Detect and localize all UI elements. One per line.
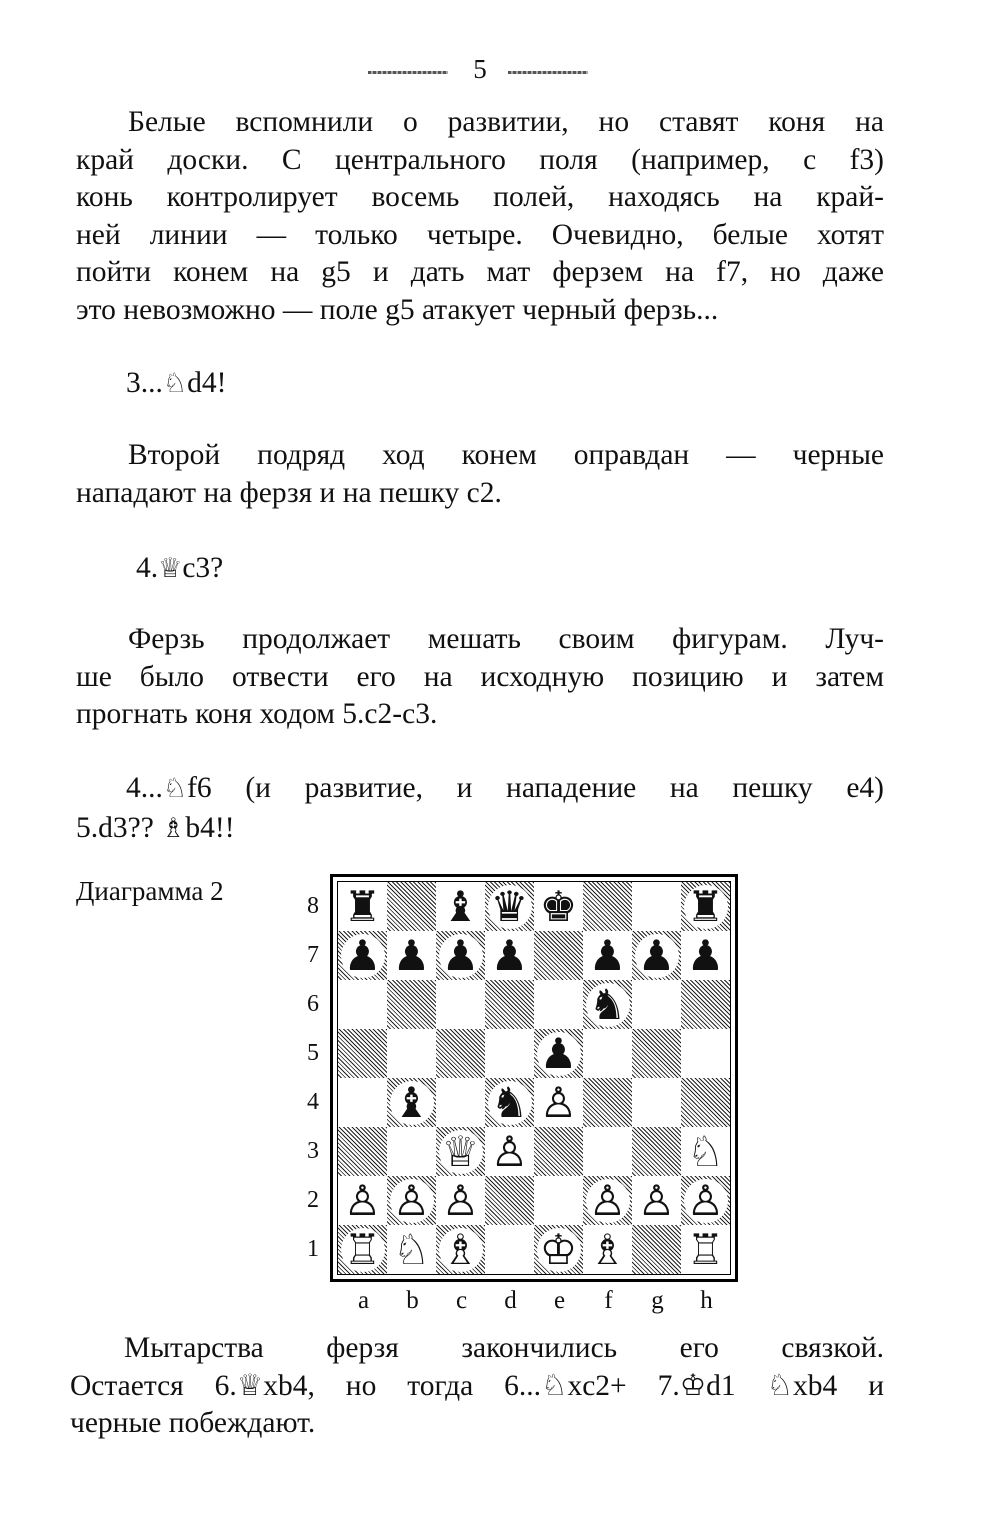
board-square-h4	[681, 1078, 730, 1127]
black-pawn-icon: ♟	[436, 931, 485, 980]
queen-icon: ♕	[158, 553, 183, 584]
white-queen-icon: ♕	[436, 1127, 485, 1176]
board-square-a5	[338, 1029, 387, 1078]
black-queen-icon: ♛	[485, 882, 534, 931]
board-square-a4	[338, 1078, 387, 1127]
board-square-g1	[632, 1225, 681, 1274]
black-knight-icon: ♞	[583, 980, 632, 1029]
board-square-e7	[534, 931, 583, 980]
board-square-e2	[534, 1176, 583, 1225]
file-label: c	[455, 1287, 468, 1314]
board-square-b5	[387, 1029, 436, 1078]
board-square-f8	[583, 882, 632, 931]
text-line: Ферзь продолжает мешать своим фигурам. Луч-	[128, 623, 884, 655]
board-square-g8	[632, 882, 681, 931]
move-square: d4!	[187, 367, 227, 399]
white-pawn-icon: ♙	[485, 1127, 534, 1176]
header-rule-left	[368, 71, 448, 74]
black-pawn-icon: ♟	[632, 931, 681, 980]
board-square-c5	[436, 1029, 485, 1078]
paragraph-3	[76, 621, 884, 734]
white-bishop-icon: ♗	[436, 1225, 485, 1274]
rank-label: 7	[307, 942, 319, 968]
board-square-e6	[534, 980, 583, 1029]
board-square-f4	[583, 1078, 632, 1127]
board-square-d5	[485, 1029, 534, 1078]
rank-label: 5	[307, 1040, 319, 1066]
black-pawn-icon: ♟	[681, 931, 730, 980]
file-label: g	[651, 1287, 664, 1314]
rank-label: 8	[307, 893, 319, 919]
white-pawn-icon: ♙	[387, 1176, 436, 1225]
black-bishop-icon: ♝	[387, 1078, 436, 1127]
black-knight-icon: ♞	[485, 1078, 534, 1127]
text-line: Белые вспомнили о развитии, но ставят коня на	[128, 106, 884, 138]
text-line: ней линии — только четыре. Очевидно, белые хотят	[76, 218, 884, 251]
white-pawn-icon: ♙	[338, 1176, 387, 1225]
white-knight-icon: ♘	[681, 1127, 730, 1176]
board-square-e3	[534, 1127, 583, 1176]
chess-board	[337, 881, 731, 1275]
white-pawn-icon: ♙	[583, 1176, 632, 1225]
white-pawn-icon: ♙	[632, 1176, 681, 1225]
board-square-c6	[436, 980, 485, 1029]
text-line: край доски. С центрального поля (например, с f3)	[76, 143, 884, 176]
file-label: d	[504, 1287, 517, 1314]
board-square-d2	[485, 1176, 534, 1225]
board-square-h5	[681, 1029, 730, 1078]
white-pawn-icon: ♙	[534, 1078, 583, 1127]
text-line: Мытарства ферзя закончились его связкой.	[124, 1332, 884, 1364]
board-square-d6	[485, 980, 534, 1029]
white-rook-icon: ♖	[681, 1225, 730, 1274]
move-line-3a	[126, 770, 884, 807]
board-square-b8	[387, 882, 436, 931]
black-pawn-icon: ♟	[338, 931, 387, 980]
black-pawn-icon: ♟	[534, 1029, 583, 1078]
board-square-g4	[632, 1078, 681, 1127]
white-knight-icon: ♘	[387, 1225, 436, 1274]
board-square-g3	[632, 1127, 681, 1176]
text-line: Остается 6.♕xb4, но тогда 6...♘xc2+ 7.♔d1 ♘xb4 и	[70, 1369, 884, 1402]
text-line: конь контролирует восемь полей, находясь на край-	[76, 181, 884, 213]
move-number: 4...	[126, 772, 163, 804]
text-line: Второй подряд ход конем оправдан — черные	[128, 439, 884, 471]
text-line: пойти конем на g5 и дать мат ферзем на f7, но даже	[76, 256, 884, 288]
file-label: a	[357, 1287, 370, 1314]
rank-label: 1	[307, 1236, 319, 1262]
paragraph-2	[76, 437, 884, 512]
page-header	[0, 26, 1000, 84]
rank-label: 3	[307, 1138, 319, 1164]
white-rook-icon: ♖	[338, 1225, 387, 1274]
text-line: нападают на ферзя и на пешку с2.	[76, 476, 502, 509]
file-label: e	[553, 1287, 566, 1314]
knight-icon: ♘	[162, 368, 188, 399]
rank-label: 2	[307, 1187, 319, 1213]
black-bishop-icon: ♝	[436, 882, 485, 931]
board-square-a6	[338, 980, 387, 1029]
move-line-2	[136, 550, 223, 587]
white-bishop-icon: ♗	[583, 1225, 632, 1274]
white-pawn-icon: ♙	[436, 1176, 485, 1225]
move-line-3b	[76, 810, 235, 847]
board-square-h6	[681, 980, 730, 1029]
file-label: f	[604, 1287, 613, 1314]
file-label: b	[406, 1287, 419, 1314]
black-rook-icon: ♜	[681, 882, 730, 931]
rank-label: 4	[307, 1089, 319, 1115]
text-line: прогнать коня ходом 5.с2-с3.	[76, 698, 438, 730]
rank-label: 6	[307, 991, 319, 1017]
paragraph-4	[70, 1330, 884, 1443]
board-square-g5	[632, 1029, 681, 1078]
header-rule-right	[508, 71, 588, 74]
text-line: это невозможно — поле g5 атакует черный ферзь...	[76, 293, 719, 326]
move-square: c3?	[182, 552, 224, 584]
board-square-f5	[583, 1029, 632, 1078]
bishop-icon: ♗	[161, 813, 186, 844]
board-square-b6	[387, 980, 436, 1029]
text-line: ше было отвести его на исходную позицию и затем	[76, 660, 884, 693]
text-line: черные побеждают.	[70, 1407, 316, 1439]
board-square-a3	[338, 1127, 387, 1176]
move-number: 5.d3??	[76, 812, 162, 844]
white-king-icon: ♔	[534, 1225, 583, 1274]
move-text: f6 (и развитие, и нападение на пешку е4)	[187, 772, 884, 804]
diagram-label: Диаграмма 2	[76, 876, 224, 906]
black-pawn-icon: ♟	[485, 931, 534, 980]
board-square-c4	[436, 1078, 485, 1127]
board-square-b3	[387, 1127, 436, 1176]
black-pawn-icon: ♟	[387, 931, 436, 980]
paragraph-1	[76, 104, 884, 329]
move-number: 4.	[136, 552, 159, 584]
knight-icon: ♘	[162, 773, 188, 804]
move-square: b4!!	[185, 812, 235, 844]
board-square-f3	[583, 1127, 632, 1176]
move-line-1	[126, 365, 226, 402]
black-rook-icon: ♜	[338, 882, 387, 931]
file-label: h	[700, 1287, 713, 1314]
page-number: 5	[473, 54, 487, 84]
black-pawn-icon: ♟	[583, 931, 632, 980]
black-king-icon: ♚	[534, 882, 583, 931]
move-number: 3...	[126, 367, 163, 399]
board-square-g6	[632, 980, 681, 1029]
white-pawn-icon: ♙	[681, 1176, 730, 1225]
board-square-d1	[485, 1225, 534, 1274]
